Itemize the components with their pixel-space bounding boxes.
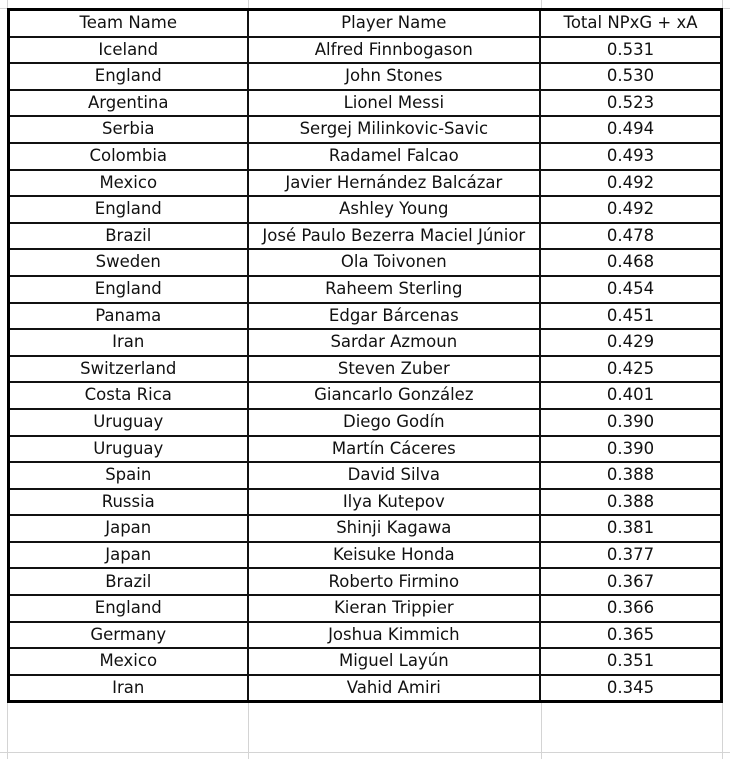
total-value-cell[interactable]: 0.478 <box>540 223 721 250</box>
table-row <box>9 382 722 409</box>
table-body <box>9 37 722 702</box>
player-name-cell[interactable]: Ilya Kutepov <box>248 489 541 516</box>
total-value-cell[interactable]: 0.367 <box>540 568 721 595</box>
table-row <box>9 63 722 90</box>
team-name-cell[interactable]: Japan <box>9 515 248 542</box>
header-player-name[interactable]: Player Name <box>248 10 541 37</box>
total-value-cell[interactable]: 0.454 <box>540 276 721 303</box>
player-name-cell[interactable]: Ola Toivonen <box>248 249 541 276</box>
total-value-cell[interactable]: 0.425 <box>540 356 721 383</box>
player-name-cell[interactable]: Sardar Azmoun <box>248 329 541 356</box>
team-name-cell[interactable]: Iceland <box>9 37 248 64</box>
player-name-cell[interactable]: Steven Zuber <box>248 356 541 383</box>
player-name-cell[interactable]: Giancarlo González <box>248 382 541 409</box>
team-name-cell[interactable]: Panama <box>9 303 248 330</box>
player-name-cell[interactable]: Sergej Milinkovic-Savic <box>248 116 541 143</box>
total-value-cell[interactable]: 0.390 <box>540 436 721 463</box>
player-name-cell[interactable]: Ashley Young <box>248 196 541 223</box>
table-row <box>9 489 722 516</box>
total-value-cell[interactable]: 0.401 <box>540 382 721 409</box>
team-name-cell[interactable]: Spain <box>9 462 248 489</box>
table-row <box>9 409 722 436</box>
team-name-cell[interactable]: Argentina <box>9 90 248 117</box>
table-row <box>9 223 722 250</box>
table-row <box>9 303 722 330</box>
player-name-cell[interactable]: Diego Godín <box>248 409 541 436</box>
table-row <box>9 595 722 622</box>
team-name-cell[interactable]: Colombia <box>9 143 248 170</box>
player-name-cell[interactable]: Javier Hernández Balcázar <box>248 170 541 197</box>
team-name-cell[interactable]: England <box>9 595 248 622</box>
header-team-name[interactable]: Team Name <box>9 10 248 37</box>
team-name-cell[interactable]: Switzerland <box>9 356 248 383</box>
player-name-cell[interactable]: Radamel Falcao <box>248 143 541 170</box>
total-value-cell[interactable]: 0.377 <box>540 542 721 569</box>
player-stats-table <box>7 8 723 703</box>
total-value-cell[interactable]: 0.523 <box>540 90 721 117</box>
player-name-cell[interactable]: Vahid Amiri <box>248 675 541 702</box>
table-row <box>9 143 722 170</box>
team-name-cell[interactable]: Uruguay <box>9 436 248 463</box>
team-name-cell[interactable]: England <box>9 63 248 90</box>
table-row <box>9 249 722 276</box>
total-value-cell[interactable]: 0.530 <box>540 63 721 90</box>
player-name-cell[interactable]: John Stones <box>248 63 541 90</box>
table-row <box>9 436 722 463</box>
player-name-cell[interactable]: Miguel Layún <box>248 648 541 675</box>
table-row <box>9 90 722 117</box>
player-name-cell[interactable]: Edgar Bárcenas <box>248 303 541 330</box>
team-name-cell[interactable]: Uruguay <box>9 409 248 436</box>
table-row <box>9 329 722 356</box>
table-row <box>9 196 722 223</box>
table-row <box>9 648 722 675</box>
team-name-cell[interactable]: Serbia <box>9 116 248 143</box>
team-name-cell[interactable]: England <box>9 196 248 223</box>
total-value-cell[interactable]: 0.388 <box>540 489 721 516</box>
player-name-cell[interactable]: Shinji Kagawa <box>248 515 541 542</box>
player-name-cell[interactable]: José Paulo Bezerra Maciel Júnior <box>248 223 541 250</box>
table-row <box>9 170 722 197</box>
table-row <box>9 356 722 383</box>
table-row <box>9 622 722 649</box>
team-name-cell[interactable]: Brazil <box>9 568 248 595</box>
table-row <box>9 675 722 702</box>
player-name-cell[interactable]: Martín Cáceres <box>248 436 541 463</box>
player-name-cell[interactable]: Kieran Trippier <box>248 595 541 622</box>
team-name-cell[interactable]: Russia <box>9 489 248 516</box>
total-value-cell[interactable]: 0.468 <box>540 249 721 276</box>
total-value-cell[interactable]: 0.381 <box>540 515 721 542</box>
total-value-cell[interactable]: 0.492 <box>540 196 721 223</box>
header-row <box>9 10 722 37</box>
gridline <box>0 752 730 753</box>
team-name-cell[interactable]: Mexico <box>9 648 248 675</box>
table-row <box>9 116 722 143</box>
table-row <box>9 542 722 569</box>
team-name-cell[interactable]: Iran <box>9 675 248 702</box>
team-name-cell[interactable]: Costa Rica <box>9 382 248 409</box>
player-name-cell[interactable]: Roberto Firmino <box>248 568 541 595</box>
total-value-cell[interactable]: 0.451 <box>540 303 721 330</box>
total-value-cell[interactable]: 0.531 <box>540 37 721 64</box>
total-value-cell[interactable]: 0.494 <box>540 116 721 143</box>
total-value-cell[interactable]: 0.345 <box>540 675 721 702</box>
total-value-cell[interactable]: 0.388 <box>540 462 721 489</box>
team-name-cell[interactable]: Brazil <box>9 223 248 250</box>
player-name-cell[interactable]: Keisuke Honda <box>248 542 541 569</box>
player-name-cell[interactable]: Alfred Finnbogason <box>248 37 541 64</box>
table-row <box>9 276 722 303</box>
player-name-cell[interactable]: Lionel Messi <box>248 90 541 117</box>
total-value-cell[interactable]: 0.492 <box>540 170 721 197</box>
team-name-cell[interactable]: Japan <box>9 542 248 569</box>
total-value-cell[interactable]: 0.429 <box>540 329 721 356</box>
total-value-cell[interactable]: 0.366 <box>540 595 721 622</box>
table-row <box>9 568 722 595</box>
team-name-cell[interactable]: England <box>9 276 248 303</box>
header-total-npxg-xa[interactable]: Total NPxG + xA <box>540 10 721 37</box>
player-name-cell[interactable]: David Silva <box>248 462 541 489</box>
table-row <box>9 515 722 542</box>
team-name-cell[interactable]: Iran <box>9 329 248 356</box>
total-value-cell[interactable]: 0.365 <box>540 622 721 649</box>
team-name-cell[interactable]: Mexico <box>9 170 248 197</box>
team-name-cell[interactable]: Sweden <box>9 249 248 276</box>
total-value-cell[interactable]: 0.351 <box>540 648 721 675</box>
total-value-cell[interactable]: 0.390 <box>540 409 721 436</box>
total-value-cell[interactable]: 0.493 <box>540 143 721 170</box>
player-name-cell[interactable]: Joshua Kimmich <box>248 622 541 649</box>
table-row <box>9 37 722 64</box>
table-row <box>9 462 722 489</box>
team-name-cell[interactable]: Germany <box>9 622 248 649</box>
player-name-cell[interactable]: Raheem Sterling <box>248 276 541 303</box>
